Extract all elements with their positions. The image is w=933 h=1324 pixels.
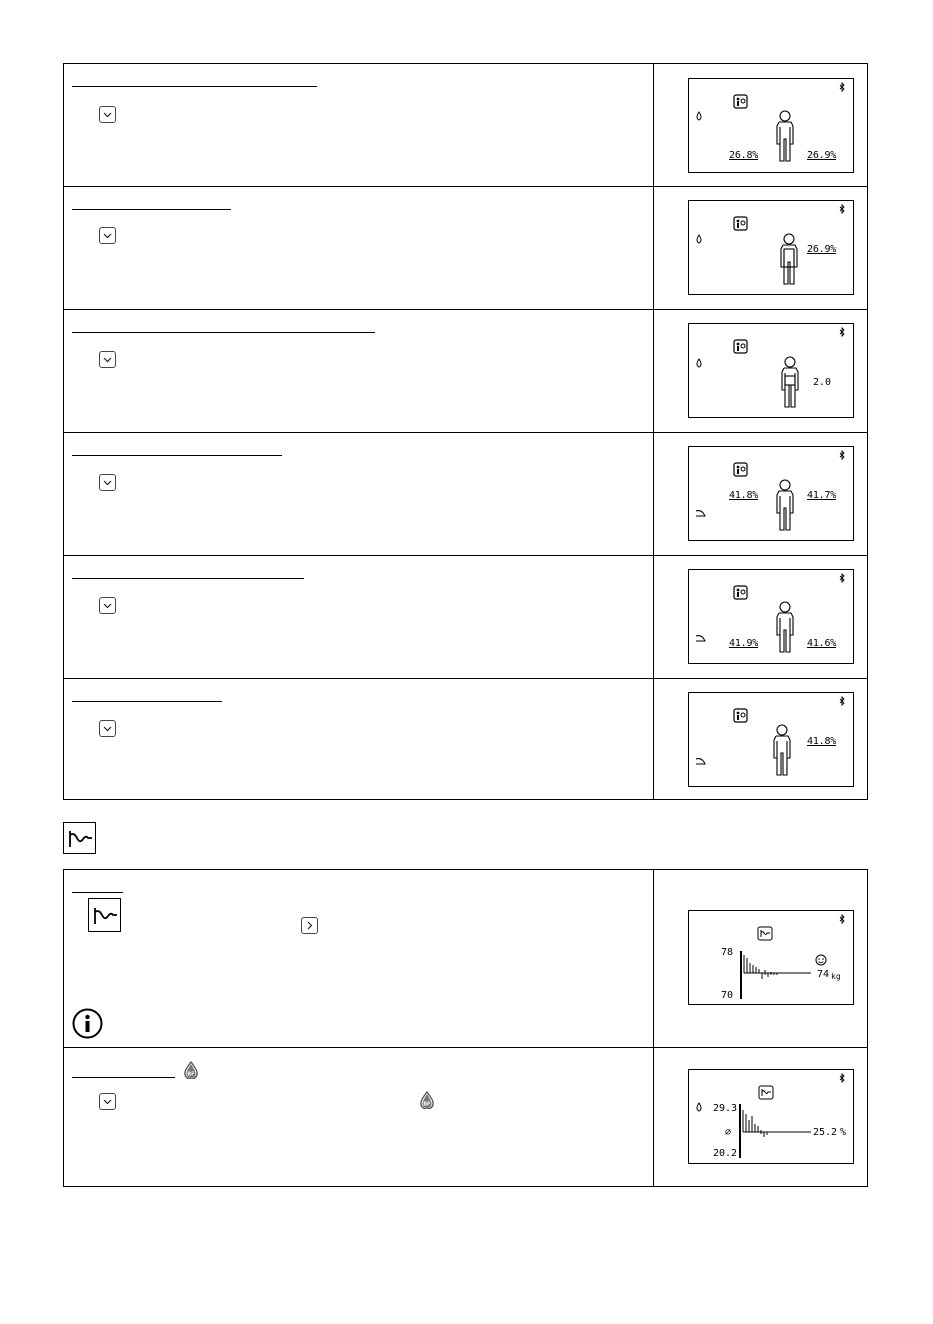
- scale-display: [688, 1069, 854, 1164]
- bluetooth-icon: [840, 205, 844, 213]
- right-value: 41.7%: [807, 490, 837, 501]
- heading-line: [72, 701, 222, 702]
- right-value: 26.9%: [807, 244, 837, 255]
- bluetooth-icon: [840, 83, 844, 91]
- chevron-down-icon: [102, 600, 113, 611]
- table-row: [64, 310, 867, 433]
- body-figure-icon: [777, 111, 793, 161]
- down-button[interactable]: [99, 351, 116, 368]
- scale-display: [688, 200, 854, 295]
- body-analysis-icon: [734, 340, 747, 353]
- bluetooth-icon: [840, 1074, 844, 1082]
- trend-chart-icon: [63, 822, 96, 854]
- down-button[interactable]: [99, 227, 116, 244]
- down-button[interactable]: [99, 474, 116, 491]
- left-value: 26.8%: [729, 150, 759, 161]
- body-fat-drop-icon: [182, 1061, 198, 1077]
- trend-chart-icon: [88, 898, 121, 932]
- table-row: [64, 556, 867, 679]
- body-figure-icon: [774, 725, 790, 775]
- body-analysis-icon: [734, 586, 747, 599]
- heading-line: [72, 892, 123, 893]
- svg-text:BF: BF: [187, 1071, 195, 1078]
- scale-max-value: 78: [721, 947, 734, 958]
- right-value: 41.6%: [807, 638, 837, 649]
- body-figure-icon: [777, 480, 793, 530]
- water-drop-icon: [697, 112, 701, 120]
- bluetooth-icon: [840, 451, 844, 459]
- chevron-down-icon: [102, 1096, 113, 1107]
- trend-chart-icon: [759, 1086, 773, 1099]
- bluetooth-icon: [840, 328, 844, 336]
- left-value: 41.8%: [729, 490, 759, 501]
- scale-display: [688, 910, 854, 1005]
- chevron-down-icon: [102, 354, 113, 365]
- heading-line: [72, 86, 317, 87]
- scale-display: [688, 569, 854, 664]
- body-analysis-icon: [734, 463, 747, 476]
- table-row: [64, 64, 867, 187]
- heading-line: [72, 332, 375, 333]
- down-button[interactable]: [99, 720, 116, 737]
- svg-text:BF: BF: [423, 1101, 431, 1108]
- bluetooth-icon: [840, 574, 844, 582]
- unit-label: kg: [831, 972, 841, 981]
- muscle-icon: [696, 511, 705, 516]
- scale-display: [688, 446, 854, 541]
- table-row: [64, 187, 867, 310]
- heading-line: [72, 455, 282, 456]
- table-row: [64, 433, 867, 556]
- bluetooth-icon: [840, 697, 844, 705]
- trend-chart-icon: [758, 927, 772, 940]
- chevron-down-icon: [102, 109, 113, 120]
- right-value: 41.8%: [807, 736, 837, 747]
- body-figure-icon: [782, 357, 798, 407]
- body-figure-icon: [777, 602, 793, 652]
- trend-history-bars: [740, 1104, 811, 1158]
- body-fat-drop-icon: [418, 1091, 434, 1107]
- current-value: 25.2: [813, 1127, 838, 1138]
- scale-display: [688, 692, 854, 787]
- scale-min-value: 20.2: [713, 1148, 738, 1159]
- table-row: [64, 1048, 867, 1187]
- body-analysis-icon: [734, 217, 747, 230]
- down-button[interactable]: [99, 1093, 116, 1110]
- table-row: [64, 870, 867, 1048]
- body-analysis-icon: [734, 95, 747, 108]
- down-button[interactable]: [99, 106, 116, 123]
- down-button[interactable]: [99, 597, 116, 614]
- heading-line: [72, 1077, 175, 1078]
- unit-label: %: [840, 1127, 847, 1138]
- water-drop-icon: [697, 359, 701, 367]
- muscle-icon: [696, 759, 705, 764]
- table-row: [64, 679, 867, 800]
- trend-history-bars: [741, 951, 811, 999]
- chevron-down-icon: [102, 477, 113, 488]
- trend-table: [63, 869, 868, 1187]
- scale-min-value: 70: [721, 990, 734, 1001]
- scale-display: [688, 323, 854, 418]
- scale-display: [688, 78, 854, 173]
- average-symbol: ⌀: [725, 1127, 732, 1138]
- water-drop-icon: [697, 235, 701, 243]
- scale-max-value: 29.3: [713, 1103, 738, 1114]
- water-drop-icon: [697, 1103, 701, 1111]
- smiley-icon: [816, 955, 826, 965]
- right-value: 26.9%: [807, 150, 837, 161]
- muscle-icon: [696, 636, 705, 641]
- body-figure-icon: [781, 234, 797, 284]
- chevron-right-icon: [304, 920, 315, 931]
- current-value: 74: [817, 969, 830, 980]
- bluetooth-icon: [840, 915, 844, 923]
- right-button[interactable]: [301, 917, 318, 934]
- right-value: 2.0: [813, 377, 832, 388]
- chevron-down-icon: [102, 230, 113, 241]
- heading-line: [72, 209, 231, 210]
- heading-line: [72, 578, 304, 579]
- info-icon: [72, 1008, 103, 1039]
- body-analysis-icon: [734, 709, 747, 722]
- left-value: 41.9%: [729, 638, 759, 649]
- chevron-down-icon: [102, 723, 113, 734]
- segment-table: [63, 63, 868, 800]
